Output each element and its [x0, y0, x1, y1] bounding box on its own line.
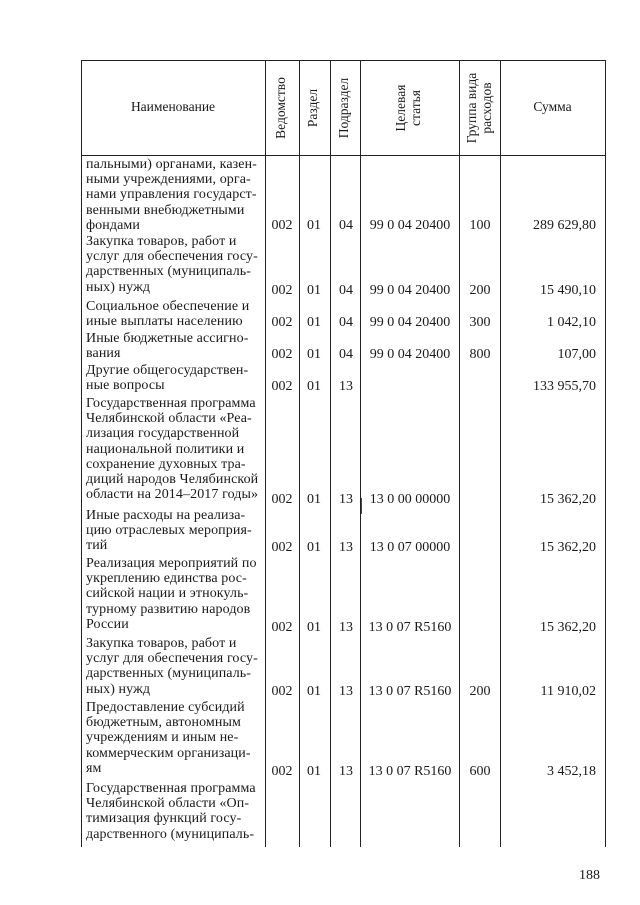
- header-expense-group: Группа вида расходов: [464, 72, 494, 144]
- row-article: 99 0 04 20400: [369, 283, 451, 298]
- column-divider: [605, 60, 606, 847]
- row-dept: 002: [271, 379, 293, 394]
- row-name: пальными) органами, казен- ными учреждениями, орга- нами управления государст- венными внебюджетными фондами: [86, 157, 257, 233]
- row-dept: 002: [271, 492, 293, 507]
- row-subsection: 04: [339, 283, 353, 298]
- row-name: Иные бюджетные ассигно- вания: [86, 331, 249, 362]
- row-amount: 133 955,70: [533, 379, 596, 394]
- row-dept: 002: [271, 684, 293, 699]
- row-subsection: 13: [339, 620, 353, 635]
- page-number: 188: [579, 868, 600, 883]
- row-section: 01: [307, 764, 321, 779]
- row-dept: 002: [271, 315, 293, 330]
- row-amount: 1 042,10: [547, 315, 596, 330]
- row-article: 13 0 07 R5160: [368, 620, 452, 635]
- row-dept: 002: [271, 764, 293, 779]
- row-subsection: 04: [339, 347, 353, 362]
- row-amount: 107,00: [557, 347, 596, 362]
- row-section: 01: [307, 620, 321, 635]
- row-group: 200: [469, 684, 491, 699]
- column-divider: [459, 60, 460, 847]
- row-amount: 3 452,18: [547, 764, 596, 779]
- row-amount: 289 629,80: [533, 218, 596, 233]
- row-dept: 002: [271, 347, 293, 362]
- row-subsection: 13: [339, 764, 353, 779]
- row-amount: 15 362,20: [540, 620, 596, 635]
- row-group: 100: [469, 218, 491, 233]
- row-subsection: 13: [339, 540, 353, 555]
- row-name: Государственная программа Челябинской области «Оп- тимизация функций госу- дарственного (муниципаль-: [86, 781, 256, 842]
- row-article: 13 0 07 00000: [369, 540, 451, 555]
- header-target-article: Целевая статья: [393, 84, 423, 132]
- row-name: Государственная программа Челябинской области «Реа- лизация государственной национальной политики и сохранение духовных тра- диций народов Челябинской области на 2014–2017 годы»: [86, 396, 259, 503]
- row-subsection: 04: [339, 218, 353, 233]
- row-name: Закупка товаров, работ и услуг для обеспечения госу- дарственных (муниципаль- ных) нужд: [86, 234, 258, 295]
- header-amount: Сумма: [533, 99, 572, 114]
- column-divider: [500, 60, 501, 847]
- row-amount: 15 490,10: [540, 283, 596, 298]
- header-section: Раздел: [305, 88, 320, 128]
- column-divider: [360, 60, 361, 847]
- row-article: 99 0 04 20400: [369, 218, 451, 233]
- column-divider: [299, 60, 300, 847]
- row-section: 01: [307, 492, 321, 507]
- row-subsection: 04: [339, 315, 353, 330]
- row-name: Предоставление субсидий бюджетным, автономным учреждениям и иным не- коммерческим организаци- ям: [86, 700, 251, 776]
- row-article: 99 0 04 20400: [369, 315, 451, 330]
- row-section: 01: [307, 283, 321, 298]
- header-subsection: Подраздел: [336, 77, 351, 139]
- row-section: 01: [307, 379, 321, 394]
- column-divider: [265, 60, 266, 847]
- row-article: 13 0 07 R5160: [368, 764, 452, 779]
- row-name: Иные расходы на реализа- цию отраслевых мероприя- тий: [86, 508, 252, 554]
- row-dept: 002: [271, 283, 293, 298]
- row-subsection: 13: [339, 492, 353, 507]
- column-divider: [81, 60, 82, 847]
- row-section: 01: [307, 315, 321, 330]
- row-section: 01: [307, 540, 321, 555]
- row-dept: 002: [271, 620, 293, 635]
- header-department: Ведомство: [273, 77, 288, 139]
- row-amount: 15 362,20: [540, 492, 596, 507]
- row-subsection: 13: [339, 684, 353, 699]
- row-article: 99 0 04 20400: [369, 347, 451, 362]
- row-amount: 11 910,02: [540, 684, 596, 699]
- row-group: 600: [469, 764, 491, 779]
- row-amount: 15 362,20: [540, 540, 596, 555]
- row-article: 13 0 00 00000: [369, 492, 451, 507]
- row-group: 300: [469, 315, 491, 330]
- row-name: Социальное обеспечение и иные выплаты населению: [86, 299, 250, 330]
- row-group: 200: [469, 283, 491, 298]
- row-section: 01: [307, 218, 321, 233]
- row-name: Закупка товаров, работ и услуг для обеспечения госу- дарственных (муниципаль- ных) нужд: [86, 636, 258, 697]
- scan-mark: [361, 498, 362, 514]
- row-dept: 002: [271, 218, 293, 233]
- header-name: Наименование: [130, 99, 216, 114]
- row-subsection: 13: [339, 379, 353, 394]
- row-name: Реализация мероприятий по укреплению единства рос- сийской нации и этнокуль- турному развитию народов России: [86, 556, 257, 632]
- column-divider: [330, 60, 331, 847]
- row-section: 01: [307, 347, 321, 362]
- row-section: 01: [307, 684, 321, 699]
- row-article: 13 0 07 R5160: [368, 684, 452, 699]
- row-dept: 002: [271, 540, 293, 555]
- row-name: Другие общегосударствен- ные вопросы: [86, 363, 249, 394]
- row-group: 800: [469, 347, 491, 362]
